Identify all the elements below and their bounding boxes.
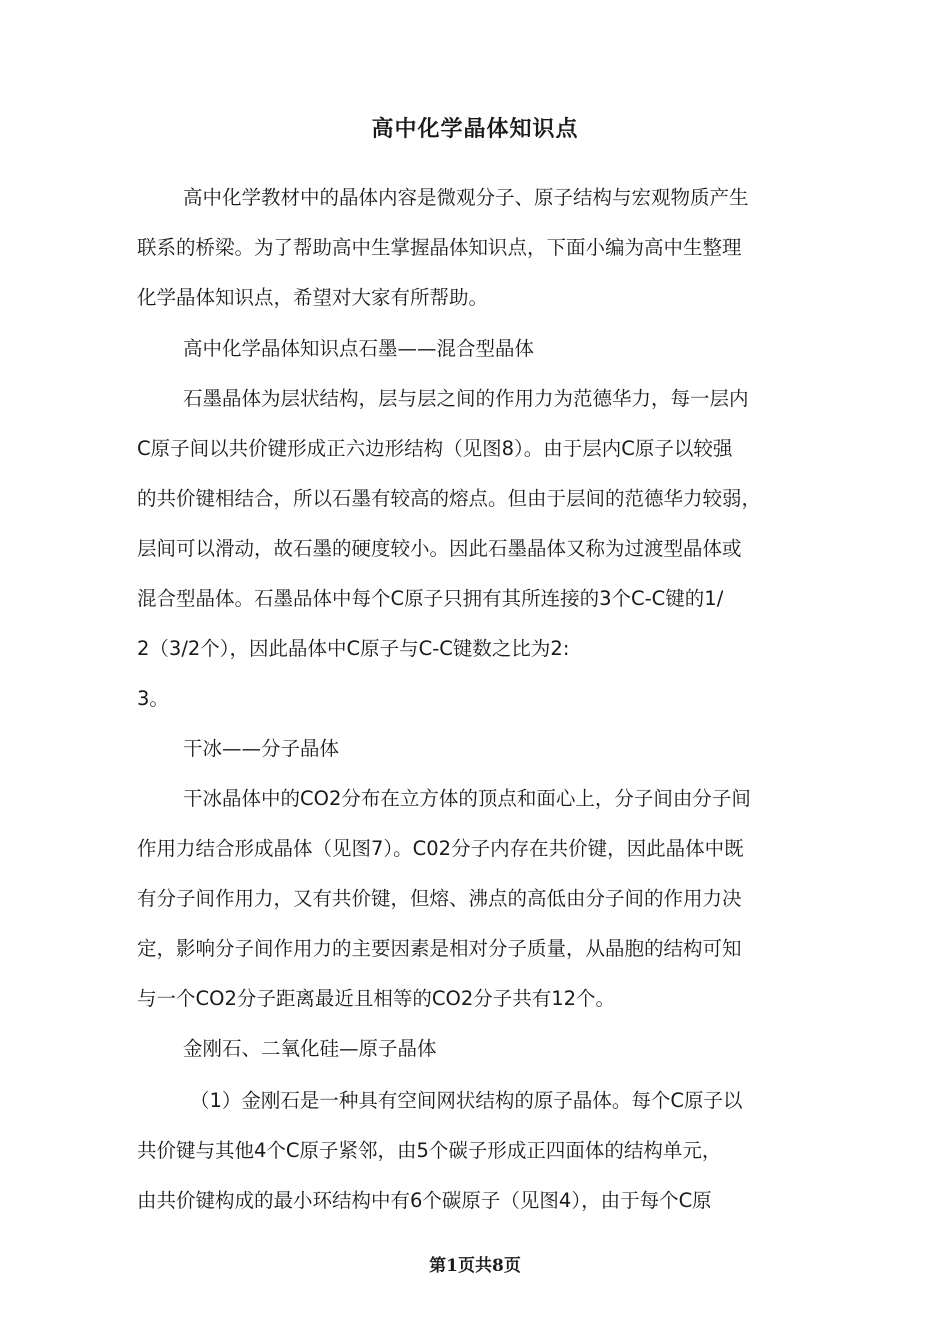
paragraph-line: 化学晶体知识点，希望对大家有所帮助。 (137, 286, 489, 309)
paragraph-line: 石墨晶体为层状结构，层与层之间的作用力为范德华力，每一层内 (183, 387, 749, 410)
paragraph-line: C原子间以共价键形成正六边形结构（见图8）。由于层内C原子以较强 (137, 437, 733, 460)
paragraph-line: 层间可以滑动，故石墨的硬度较小。因此石墨晶体又称为过渡型晶体或 (137, 537, 742, 560)
paragraph-line: 作用力结合形成晶体（见图7）。C02分子内存在共价键，因此晶体中既 (137, 837, 744, 860)
paragraph-line: 由共价键构成的最小环结构中有6个碳原子（见图4），由于每个C原 (137, 1189, 712, 1212)
document-title: 高中化学晶体知识点 (371, 117, 579, 142)
section-heading: 金刚石、二氧化硅—原子晶体 (183, 1037, 437, 1060)
section-heading: 高中化学晶体知识点石墨——混合型晶体 (183, 337, 535, 360)
paragraph-line: 干冰晶体中的CO2分布在立方体的顶点和面心上，分子间由分子间 (183, 787, 751, 810)
paragraph-line: 与一个CO2分子距离最近且相等的CO2分子共有12个。 (137, 987, 616, 1010)
paragraph-line: 高中化学教材中的晶体内容是微观分子、原子结构与宏观物质产生 (183, 186, 749, 209)
paragraph-line: 2（3/2个），因此晶体中C原子与C-C键数之比为2: (137, 637, 570, 660)
paragraph-line: 定，影响分子间作用力的主要因素是相对分子质量，从晶胞的结构可知 (137, 937, 742, 960)
paragraph-line: 共价键与其他4个C原子紧邻，由5个碳子形成正四面体的结构单元， (137, 1139, 722, 1162)
paragraph-line: 有分子间作用力，又有共价键，但熔、沸点的高低由分子间的作用力决 (137, 887, 742, 910)
paragraph-line: （1）金刚石是一种具有空间网状结构的原子晶体。每个C原子以 (190, 1089, 743, 1112)
section-heading: 干冰——分子晶体 (183, 737, 340, 760)
page-number-footer: 第1页共8页 (429, 1256, 521, 1276)
paragraph-line: 3。 (137, 687, 169, 710)
paragraph-line: 混合型晶体。石墨品体中每个C原子只拥有其所连接的3个C-C键的1/ (137, 587, 724, 610)
paragraph-line: 联系的桥梁。为了帮助高中生掌握晶体知识点，下面小编为高中生整理 (137, 236, 742, 259)
paragraph-line: 的共价键相结合，所以石墨有较高的熔点。但由于层间的范德华力较弱， (137, 487, 762, 510)
